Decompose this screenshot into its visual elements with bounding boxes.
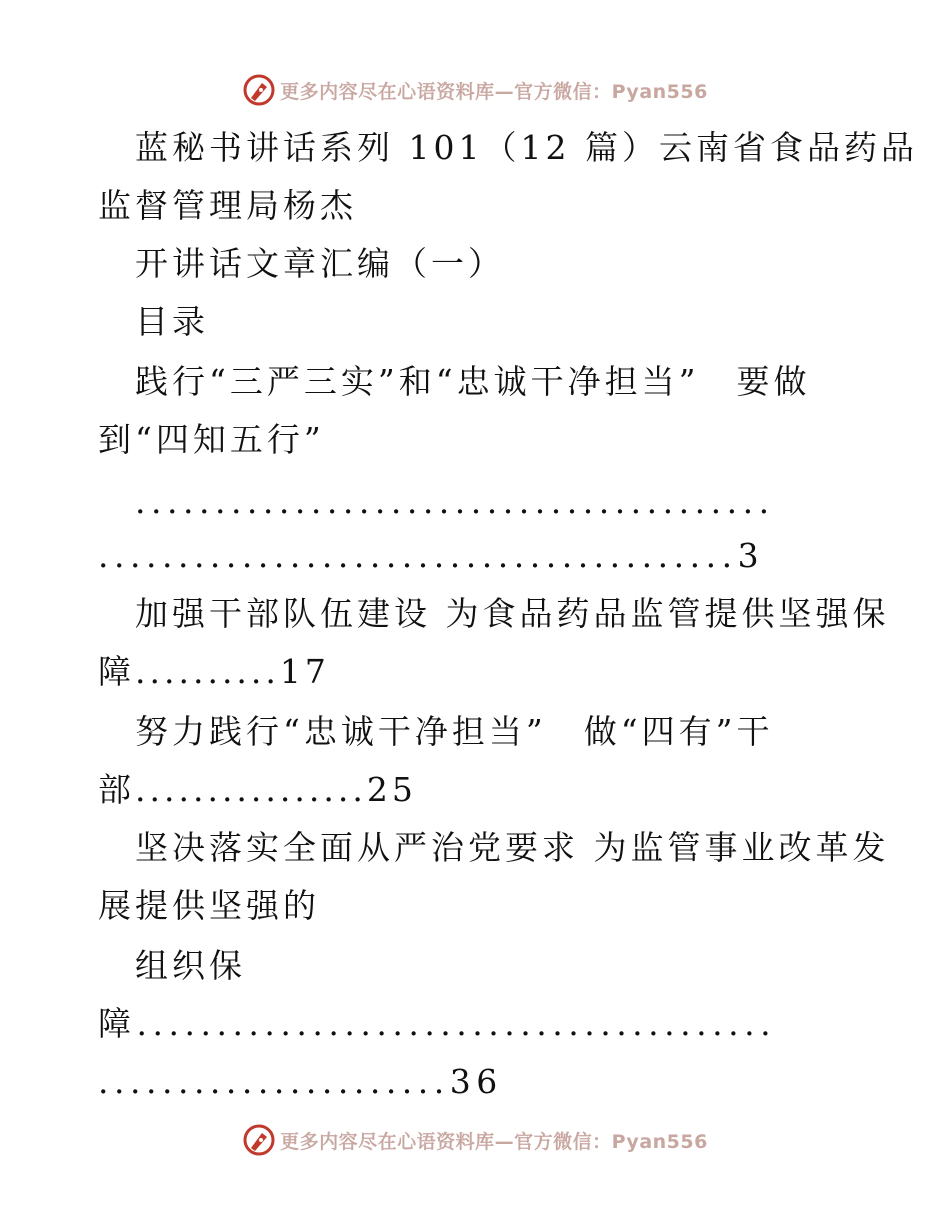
toc-entry-2-line-2: 障..........17	[98, 652, 330, 691]
pen-nib-logo-icon	[242, 1123, 276, 1157]
footer-watermark	[0, 1120, 950, 1160]
toc-entry-1-line-1: 践行“三严三实”和“忠诚干净担当” 要做	[135, 362, 811, 401]
toc-entry-1-leader: ........................................	[135, 482, 775, 521]
toc-heading: 目录	[135, 302, 209, 341]
watermark-text: 更多内容尽在心语资料库—官方微信：Pyan556	[280, 80, 708, 103]
toc-entry-3-line-2: 部................25	[98, 770, 417, 809]
toc-entry-4-page: ......................36	[98, 1062, 503, 1101]
toc-entry-4-line-3: 组织保	[135, 946, 246, 985]
title-line-2: 监督管理局杨杰	[98, 186, 357, 225]
title-line-3: 开讲话文章汇编（一）	[135, 244, 505, 283]
watermark-text: 更多内容尽在心语资料库—官方微信：Pyan556	[280, 1130, 708, 1153]
title-line-1: 蓝秘书讲话系列 101（12 篇）云南省食品药品	[135, 128, 918, 167]
toc-entry-3-line-1: 努力践行“忠诚干净担当” 做“四有”干	[135, 712, 774, 751]
toc-entry-1-page: ........................................3	[98, 536, 765, 575]
toc-entry-1-line-2: 到“四知五行”	[98, 420, 325, 459]
toc-entry-4-line-2: 展提供坚强的	[98, 886, 320, 925]
toc-entry-4-line-1: 坚决落实全面从严治党要求 为监管事业改革发	[135, 828, 890, 867]
toc-entry-4-line-4: 障........................................	[98, 1004, 777, 1043]
toc-entry-2-line-1: 加强干部队伍建设 为食品药品监管提供坚强保	[135, 594, 890, 633]
